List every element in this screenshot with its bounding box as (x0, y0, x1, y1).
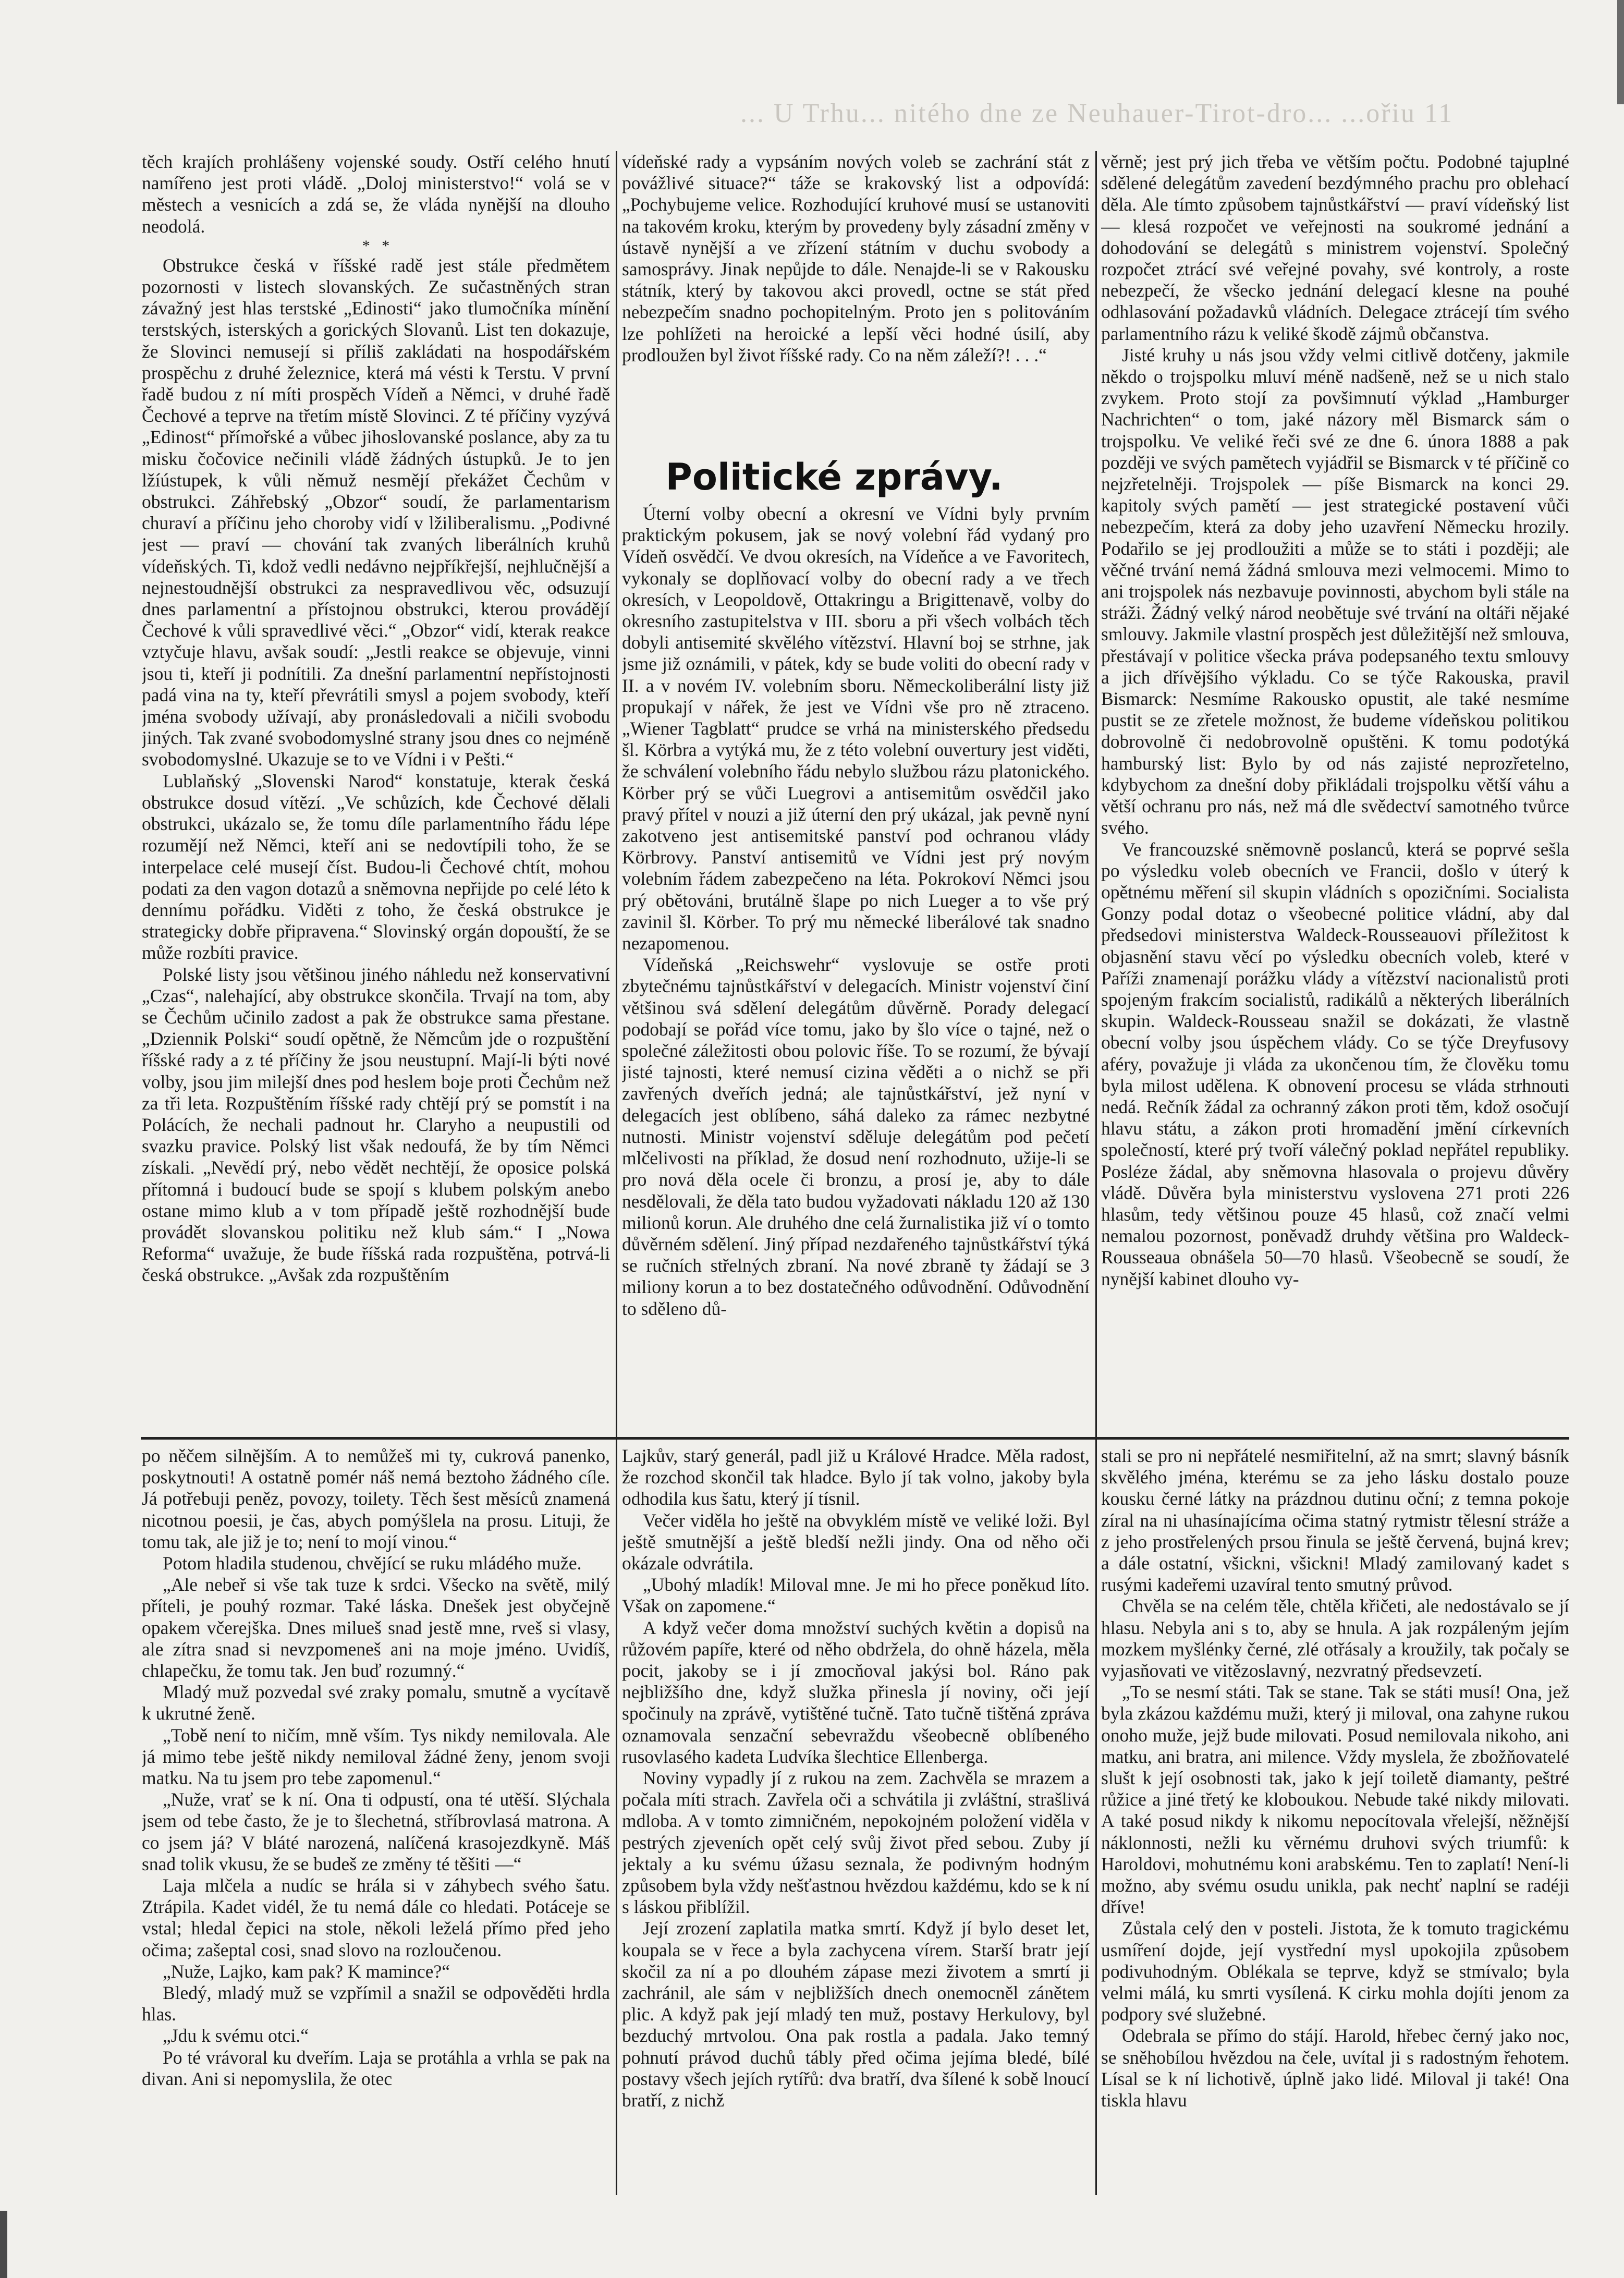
article-paragraph: Obstrukce česká v říšské radě jest stále předmětem pozornosti v listech slovanských. Ze sučastněných stran závažný jest hlas terstské „Edinosti“ jako tlumočníka mínění terstských, isterských a gorických Slovanů. List ten dokazuje, že Slovinci nemusejí si příliš zakládati na hospodářském prospěchu z druhé železnice, která má vésti k Terstu. V první řadě budou z ní míti prospěch Vídeň a Němci, v druhé řadě Čechové a teprve na třetím místě Slovinci. Z té příčiny vyzývá „Edinost“ přímořské a vůbec jihoslovanské poslance, aby za tu misku čočovice nečinili vládě žádných ústupků. Je to jen lžíústupek, k vůli němuž nesmějí překážet Čechům v obstrukci. Záhřebský „Obzor“ soudí, že parlamentarism churaví a příčinu jeho choroby vidí v lžiliberalismu. „Podivné jest — praví — chování tak zvaných liberálních kruhů vídeňských. Ti, kdož vedli nedávno nejpříkřejší, nejhlučnější a nejnestoudnější obstrukci za nespravedlivou věc, odsuzují dnes parlamentní a přístojnou obstrukci, kterou provádějí Čechové k vůli spravedlivé věci.“ „Obzor“ vidí, kterak reakce vztyčuje hlavu, avšak soudí: „Jestli reakce se objevuje, vinni jsou ti, kteří ji podnítili. Za dnešní parlamentní nepřístojnosti padá vina na ty, kteří převrátili smysl a pojem svobody, kteří jména svobody užívají, aby pronásledovali a ničili svobodu jiných. Tak zvané svobodomyslné strany jsou dnes co nejméně svobodomyslné. Ukazuje se to ve Vídni i v Pešti.“ (142, 254, 610, 770)
page-header-ghost: ... U Trhu... nitého dne ze Neuhauer-Tirot-dro... ...ořiu 11 (740, 99, 1454, 128)
section-separator: * * (362, 237, 390, 254)
story-paragraph: „Ubohý mladík! Miloval mne. Je mi ho přece poněkud líto. Však on zapomene.“ (622, 1574, 1090, 1617)
story-paragraph: Lajkův, starý generál, padl již u Králové Hradce. Měla radost, že rozchod skončil tak hladce. Bylo jí tak volno, jakoby byla odhodila kus šatu, který jí tísnil. (622, 1445, 1090, 1509)
article-paragraph: Polské listy jsou většinou jiného náhledu než konservativní „Czas“, nalehající, aby obstrukce skončila. Trvají na tom, aby se Čechům učinilo zadost a pak že obstrukce sama přestane. „Dziennik Polski“ soudí opětně, že Němcům jde o rozpuštění říšské rady a z té příčiny že jsou neustupní. Mají-li býti nové volby, jsou jim milejší dnes pod heslem boje proti Čechům než za tři leta. Rozpuštěním říšské rady chtějí prý se pomstít i na Polácích, že nechali padnout hr. Claryho a neupustili od svazku pravice. Polský list však nedoufá, že by tím Němci získali. „Nevědí prý, nebo vědět nechtějí, že oposice polská přítomná i budoucí bude se spojí s klubem polským anebo ostane mimo klub a v tom případě ještě rozhodnější bude provádět slovanskou politiku než klub sám.“ I „Nowa Reforma“ uvažuje, že bude říšská rada rozpuštěna, potrvá-li česká obstrukce. „Avšak zda rozpuštěním (142, 964, 610, 1286)
story-paragraph: „Tobě není to ničím, mně vším. Tys nikdy nemilovala. Ale já mimo tebe ještě nikdy nemiloval žádné ženy, jenom svoji matku. Na tu jsem pro tebe zapomenul.“ (142, 1724, 610, 1789)
article-paragraph: Jisté kruhy u nás jsou vždy velmi citlivě dotčeny, jakmile někdo o trojspolku mluví méně nadšeně, než se u nich stalo zvykem. Proto stojí za povšimnutí výklad „Hamburger Nachrichten“ o tom, jaké názory měl Bismarck sám o trojspolku. Ve veliké řeči své ze dne 6. února 1888 a pak později ve svých pamětech vyjádřil se Bismarck v té příčině co nejzřetelněji. Trojspolek — píše Bismarck na konci 29. kapitoly svých pamětí — jest strategické postavení vůči nebezpečím, která za doby jeho uzavření Německu hrozily. Podařilo se jej prodloužiti a může se to státi i později; ale věčné trvání nemá žádná smlouva mezi velmocemi. Mimo to ani trojspolek nás nezbavuje povinnosti, abychom byli stále na stráži. Žádný velký národ neobětuje své trvání na oltáři nějaké smlouvy. Jakmile vlastní prospěch jest důležitější než smlouva, přestávají v politice všecka práva podepsaného textu smlouvy a jich dřívějšího výkladu. Co se týče Rakouska, pravil Bismarck: Nesmíme Rakousko opustit, ale také nesmíme pustit se ze zřetele možnost, že budeme vídeňskou politikou dobrovolně či nedobrovolně opuštěni. K tomu podotýká hamburský list: Bylo by od nás zajisté neprozřetelno, kdybychom za dnešní doby přikládali trojspolku větší váhu a větší ochranu pro nás, než má dle svědectví samotného tvůrce svého. (1101, 344, 1569, 838)
story-paragraph: Potom hladila studenou, chvějící se ruku mládého muže. (163, 1553, 582, 1574)
story-paragraph: Večer viděla ho ještě na obvyklém místě ve veliké loži. Byl ještě smutnější a ještě bledší nežli jindy. Ona od něho oči okázale odvrátila. (622, 1509, 1090, 1574)
story-paragraph: „Jdu k svému otci.“ (163, 2025, 309, 2046)
article-paragraph: Ve francouzské sněmovně poslanců, která se poprvé sešla po výsledku voleb obecních ve Francii, došlo v úterý k opětnému měření sil skupin vládních s opozičními. Socialista Gonzy podal dotaz o všeobecné politice vládní, aby dal předsedovi ministerstva Waldeck-Rousseauovi příležitost k objasnění stavu věcí po výsledku obecních voleb, které v Paříži znamenají porážku vlády a vítězství nacionalistů proti spojeným frakcím socialistů, radikálů a některých liberálních skupin. Waldeck-Rousseau snažil se dokázati, že vlastně obecní volby jsou úspěchem vlády. Co se týče Dreyfusovy aféry, považuje ji vláda za ukončenou tím, že člověku tomu byla milost udělena. K obnovení procesu se vláda strhnouti nedá. Rečník žádal za ochranný zákon proti těm, kdož osočují hlavu státu, a zákon proti hromadění jmění církevních společností, které prý tvoří válečný poklad nepřátel republiky. Posléze žádal, aby sněmovna hlasovala o projevu důvěry vládě. Důvěra byla ministerstvu vyslovena 271 proti 226 hlasům, tedy většinou pouze 45 hlasů, což značí velmi nemalou pozornost, poněvadž druhdy většina pro Waldeck-Rousseaua obnášela 50—70 hlasů. Všeobecně se soudí, že nynější kabinet dlouho vy- (1101, 838, 1569, 1289)
story-paragraph: Její zrození zaplatila matka smrtí. Když jí bylo deset let, koupala se v řece a byla zachycena vírem. Starší bratr její skočil za ní a po dlouhém zápase mezi životem a smrtí ji zachránil, ale sám v nejbližších dnech onemocněl zánětem plic. A když pak její mladý ten muž, postavy Herkulovy, byl bezduchý mrtvolou. Ona pak rostla a padala. Jako temný pohnutí právod duchů tábly před očima jejíma bledé, bílé postavy všech jejích rytířů: dva bratří, dva šílené k sobě lnoucí bratří, z nichž (622, 1918, 1090, 2111)
story-paragraph: Chvěla se na celém těle, chtěla křičeti, ale nedostávalo se jí hlasu. Nebyla ani s to, aby se hnula. A jak rozpáleným jejím mozkem myšlénky černé, zlé otřásaly a kroužily, tak počaly se vyjasňovati ve vitězoslavný, nezvratný předsevzetí. (1101, 1595, 1569, 1682)
column-1-news (142, 151, 610, 1431)
article-paragraph: Lublaňský „Slovenski Narod“ konstatuje, kterak česká obstrukce dosud vítězí. „Ve schůzích, kde Čechové dělali obstrukci, ukázalo se, že tomu díle parlamentního řádu lépe rozumějí než Němci, kteří ani se nedovtípili toho, že se interpelace celé musejí číst. Budou-li Čechové chtít, mohou podati za den vagon dotazů a sněmovna nepřijde po celé léto k dennímu pořádku. Viděti z toho, že česká obstrukce je strategicky dobře připravena.“ Slovinský orgán dopouští, že se může rozbíti pravice. (142, 770, 610, 964)
story-paragraph: „Nuže, Lajko, kam pak? K mamince?“ (163, 1960, 450, 1982)
column-rule-2 (1095, 151, 1097, 2195)
story-paragraph: „To se nesmí státi. Tak se stane. Tak se státi musí! Ona, jež byla zkázou každému muži, který ji miloval, ona zahyne rukou onoho muže, jejž bude milovati. Posud nemilovala nikoho, ani matku, ani bratra, ani milence. Vždy myslela, že zbožňovatelé slušt k její osobnosti tak, jako k její toiletě diamanty, peštré růžice a jiné třetý ke kloboukou. Nebude také nikdy milovati. A také posud nikdy k nikomu nepocítovala vřelejší, něžnější náklonnosti, nežli ku věrnému druhovi svých triumfů: k Haroldovi, mohutnému koni arabskému. Ten to zaplatí! Není-li možno, aby svému osudu unikla, pak nechť naplní se radéji dříve! (1101, 1682, 1569, 1918)
column-3-news (1101, 151, 1569, 1431)
column-rule-1 (616, 151, 617, 2195)
story-paragraph: „Nuže, vrať se k ní. Ona ti odpustí, ona té utěší. Slýchala jsem od tebe často, že je to šlechetná, stříbrovlasá matrona. A co jsem já? V bláté narozená, nalíčená krasojezdkyně. Máš snad tolik vkusu, že se budeš ze změny té těšiti —“ (142, 1789, 610, 1874)
article-paragraph: Vídeňská „Reichswehr“ vyslovuje se ostře proti zbytečnému tajnůstkářství v delegacích. Ministr vojenství činí většinou svá sdělení delegátům důvěrně. Porady delegací podobají se pořád více tomu, jako by šlo více o tajné, než o společné záležitosti obou polovic říše. To se rozumí, že bývají jisté tajnosti, které nemusí cizina věděti a o nichž se při zavřených dveřích jedná; ale tajnůstkářství, jež nyní v delegacích jest oblíbeno, sáhá daleko za rámec nezbytné nutnosti. Ministr vojenství sděluje delegátům pod pečetí mlčelivosti na příklad, že dosud není rozhodnuto, užije-li se pro nová děla ocele či bronzu, a prosí je, aby to dále nesdělovali, že děla tato budou vyžadovati nákladu 120 až 130 milionů korun. Ale druhého dne celá žurnalistika již ví o tomto důvěrném sdělení. Jiný případ nezdařeného tajnůstkářství týká se ručních střelných zbraní. Na nové zbraně ty žádají se 3 miliony korun a to bez dostatečného odůvodnění. Odůvodnění to sděleno dů- (622, 954, 1090, 1319)
article-paragraph: těch krajích prohlášeny vojenské soudy. Ostří celého hnutí namířeno jest proti vládě. „Doloj ministerstvo!“ volá se v městech a vesnicích a zdá se, že vláda nynější na dlouho neodolá. (142, 151, 610, 237)
story-paragraph: Laja mlčela a nudíc se hrála si v záhybech svého šatu. Ztrápila. Kadet vidél, že tu nemá dále co hledati. Potáceje se vstal; hledal čepici na stole, několi leželá přímo před jeho očima; zašeptal cosi, snad slovo na rozloučenou. (142, 1875, 610, 1960)
section-heading: Politické zprávy. (665, 456, 1003, 498)
story-paragraph: „Ale nebeř si vše tak tuze k srdci. Všecko na světě, milý příteli, je pouhý rozmar. Také láska. Dnešek jest obyčejně opakem včerejška. Dnes milueš snad jestě mne, rveš si vlasy, ale zítra snad si nevzpomeneš ani na moje jméno. Uvidíš, chlapečku, že tomu tak. Jen buď rozumný.“ (142, 1574, 610, 1682)
column-2-news-top (622, 151, 1090, 448)
feuilleton-column-1 (142, 1445, 610, 2199)
feuilleton-column-3 (1101, 1445, 1569, 2199)
article-paragraph: věrně; jest prý jich třeba ve větším počtu. Podobné tajuplné sdělené delegátům zavedení bezdýmného prachu pro oblehací děla. Ale tímto způsobem tajnůstkářství — praví vídeňský list — klesá rozpočet ve veřejnosti na soukromé jednání a dohodování se delegátů s ministrem vojenství. Společný rozpočet ztrácí své veřejné povahy, své kontroly, a roste nebezpečí, že všecko jednání delegací klesne na pouhé odhlasování požadavků vládních. Delegace ztrácejí tím svého parlamentního rázu k veliké škodě zájmů občanstva. (1101, 151, 1569, 344)
article-paragraph: Úterní volby obecní a okresní ve Vídni byly prvním praktickým pokusem, jak se nový volební řád vydaný pro Vídeň osvědčí. Ve dvou okresích, na Vídeňce a ve Favoritech, vykonaly se doplňovací volby do obecní rady a ve třech okresích, v Leopoldově, Ottakringu a Brigittenavě, volby do okresního zastupitelstva v III. sboru a při všech volbách těch dobyli antisemité skvělého vítězství. Hlavní boj se strhne, jak jsme již oznámili, v pátek, kdy se bude voliti do obecní rady v II. a v novém IV. volebním sboru. Německoliberální listy již propukají v nářek, že jest ve Vídni vše pro ně ztraceno. „Wiener Tagblatt“ prudce se vrhá na ministerského předsedu šl. Körbra a vytýká mu, že z této volební ouvertury jest viděti, že schválení volebního řádu nebylo službou rázu platonického. Körber prý se vůči Luegrovi a antisemitům osvědčil jako pravý přítel v nouzi a již úterní den prý ukázal, jak pevně nyní zakotveno jest antisemitské panství pod ochranou vlády Körbrovy. Panství antisemitů ve Vídni jest prý novým volebním řádem zabezpečeno na léta. Pokrokoví Němci jsou prý obětováni, brutálně šlape po nich Lueger a to vše prý zavinil šl. Körber. To prý mu německé liberálové tak snadno nezapomenou. (622, 503, 1090, 954)
story-paragraph: stali se pro ni nepřátelé nesmiřitelní, až na smrt; slavný básník skvělého jména, kterému se za jeho lásku dostalo pouze kousku černé látky na prázdnou dutinu oční; z temna pokoje zíral na ni uhasínajícíma očima statný rytmistr tělesní stráže a z jeho prostřelených prsou řinula se ještě červená, bujná krev; a dále ostatní, všickni, všickni! Mladý zamilovaný kadet s rusými kadeřemi uzavíral tento smutný průvod. (1101, 1445, 1569, 1595)
feuilleton-divider (141, 1437, 1569, 1440)
story-paragraph: Zůstala celý den v posteli. Jistota, že k tomuto tragickému usmíření dojde, její vystřední mysl upokojila způsobem podivuhodným. Oblékala se teprve, když se stmívalo; byla velmi málá, ku smrti vysílená. K cirku mohla dojíti jenom za podpory své služebné. (1101, 1918, 1569, 2025)
column-2-news (622, 503, 1090, 1431)
story-paragraph: Po té vrávoral ku dveřím. Laja se protáhla a vrhla se pak na divan. Ani si nepomyslila, že otec (142, 2046, 610, 2089)
story-paragraph: Mladý muž pozvedal své zraky pomalu, smutně a vycítavě k ukrutné ženě. (142, 1682, 610, 1724)
story-paragraph: po něčem silnějším. A to nemůžeš mi ty, cukrová panenko, poskytnouti! A ostatně pomér náš nemá beztoho žádného cíle. Já potřebuji peněz, povozy, toilety. Těch šest měsíců znamená nicotnou poesii, je čas, abych pomýšlela na prosu. Lituji, že tomu tak, ale již je to; není to mojí vinou.“ (142, 1445, 610, 1552)
feuilleton-column-2 (622, 1445, 1090, 2199)
article-paragraph: vídeňské rady a vypsáním nových voleb se zachrání stát z povážlivé situace?“ táže se krakovský list a odpovídá: „Pochybujeme velice. Rozhodující kruhové musí se ustanoviti na takovém kroku, kterým by provedeny byly zásadní změny v ústavě nynější a ve zřízení státním v duchu svobody a samosprávy. Jinak nepůjde to dále. Nenajde-li se v Rakousku státník, který by takovou akci provedl, octne se stát před nebezpečím snadno pochopitelným. Proto jen s politováním lze pohlížeti na heroické a lepší věci hodné úsilí, aby prodloužen byl život říšské rady. Co na něm záleží?! . . .“ (622, 151, 1090, 366)
story-paragraph: Noviny vypadly jí z rukou na zem. Zachvěla se mrazem a počala míti strach. Zavřela oči a schvátila ji zvláštní, strašlivá mdloba. A v tomto zimničném, nepokojném položení viděla v pestrých zjeveních opět celý svůj život před sebou. Zuby jí jektaly a ku svému úžasu seznala, že podivným hodným způsobem byla vždy nešťastnou hvězdou každému, kdo se k ní s láskou přiblížil. (622, 1768, 1090, 1918)
story-paragraph: Odebrala se přímo do stájí. Harold, hřebec černý jako noc, se sněhobílou hvězdou na čele, uvítal ji s radostným řehotem. Lísal se k ní lichotivě, úplně jako lidé. Miloval ji také! Ona tiskla hlavu (1101, 2025, 1569, 2111)
scan-edge-mark (0, 2211, 7, 2278)
story-paragraph: Bledý, mladý muž se vzpřímil a snažil se odpověděti hrdla hlas. (142, 1982, 610, 2025)
scan-edge-mark (1617, 0, 1624, 104)
story-paragraph: A když večer doma množství suchých květin a dopisů na růžovém papíře, které od něho obdržela, do ohně házela, měla pocit, jakoby se i jí zmocňoval jakýsi bol. Ráno pak nejbližšího dne, když služka přinesla jí noviny, oči její spočinuly na zprávě, vytištěné tučně. Tato tučně tištěná zpráva oznamovala senzační sebevraždu všeobecně oblíbeného rusovlasého kadeta Ludvíka šlechtice Ellenberga. (622, 1617, 1090, 1767)
